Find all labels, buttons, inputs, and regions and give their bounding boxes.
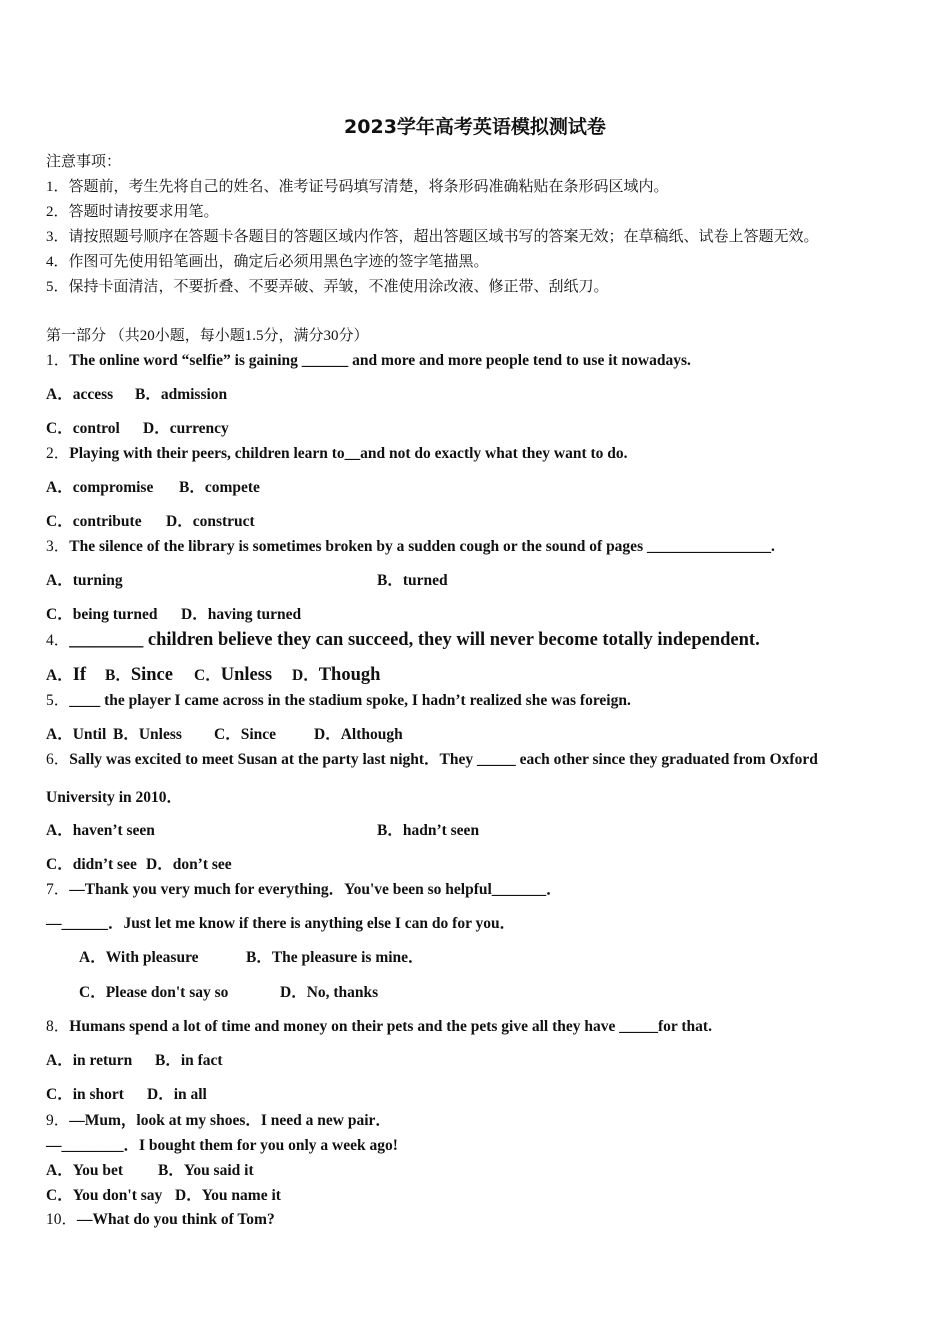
question-number: 6． bbox=[46, 751, 70, 768]
question-4 bbox=[46, 630, 760, 651]
option-c: C．Since bbox=[214, 726, 277, 743]
question-1 bbox=[46, 351, 691, 371]
question-number: 5． bbox=[46, 692, 70, 709]
notice-item: 3．请按照题号顺序在答题卡各题目的答题区域内作答，超出答题区域书写的答案无效；在草稿纸、试卷上答题无效。 bbox=[46, 229, 819, 245]
option-c bbox=[194, 665, 272, 686]
notice-item: 4．作图可先使用铅笔画出，确定后必须用黑色字迹的签字笔描黑。 bbox=[46, 254, 489, 270]
question-3 bbox=[46, 537, 775, 557]
notice-item: 2．答题时请按要求用笔。 bbox=[46, 204, 219, 220]
question-number: 8． bbox=[46, 1018, 70, 1035]
option-c: C．You don't say bbox=[46, 1187, 163, 1204]
option-a: A．With pleasure bbox=[79, 949, 199, 966]
option-c: C．in short bbox=[46, 1086, 124, 1103]
question-text: —What do you think of Tom? bbox=[77, 1211, 275, 1228]
question-9 bbox=[46, 1111, 391, 1131]
option-c: C．Please don't say so bbox=[79, 984, 229, 1001]
option-word: Unless bbox=[220, 665, 273, 685]
option-letter: C． bbox=[194, 667, 221, 684]
option-word: If bbox=[72, 665, 87, 685]
option-a: A．compromise bbox=[46, 479, 154, 496]
option-c: C．being turned bbox=[46, 606, 158, 623]
option-b: B．turned bbox=[377, 572, 448, 589]
option-d: D．You name it bbox=[175, 1187, 281, 1204]
question-text: The silence of the library is sometimes broken by a sudden cough or the sound of pages ________________. bbox=[69, 538, 775, 555]
option-b: B．You said it bbox=[158, 1162, 254, 1179]
notice-item: 5．保持卡面清洁，不要折叠、不要弄破、弄皱，不准使用涂改液、修正带、刮纸刀。 bbox=[46, 279, 609, 295]
question-6 bbox=[46, 750, 818, 770]
option-b: B．in fact bbox=[155, 1052, 223, 1069]
question-text: ____ the player I came across in the stadium spoke, I hadn’t realized she was foreign. bbox=[69, 692, 631, 709]
option-word: Though bbox=[318, 665, 381, 685]
question-text-continued: —________．I bought them for you only a week ago! bbox=[46, 1137, 398, 1154]
option-d: D．in all bbox=[147, 1086, 207, 1103]
option-d: D．having turned bbox=[181, 606, 302, 623]
question-text: Sally was excited to meet Susan at the party last night．They _____ each other since they graduated from Oxford bbox=[69, 751, 818, 768]
question-number: 2． bbox=[46, 445, 70, 462]
section-heading: 第一部分 （共20小题，每小题1.5分，满分30分） bbox=[46, 328, 369, 344]
option-d: D．Although bbox=[314, 726, 403, 743]
option-word: Since bbox=[130, 665, 173, 685]
option-c: C．control bbox=[46, 420, 120, 437]
option-d: D．don’t see bbox=[146, 856, 232, 873]
option-c: C．contribute bbox=[46, 513, 142, 530]
question-number: 9． bbox=[46, 1112, 70, 1129]
option-b: B．Unless bbox=[113, 726, 182, 743]
option-letter: D． bbox=[292, 667, 319, 684]
notice-heading: 注意事项： bbox=[46, 154, 122, 170]
question-text: Playing with their peers, children learn to__and not do exactly what they want to do. bbox=[69, 445, 628, 462]
option-d: D．No, thanks bbox=[280, 984, 379, 1001]
option-b: B．admission bbox=[135, 386, 228, 403]
option-letter: B． bbox=[105, 667, 131, 684]
option-a: A．Until bbox=[46, 726, 107, 743]
question-text: Humans spend a lot of time and money on their pets and the pets give all they have _____for that. bbox=[69, 1018, 712, 1035]
notice-item: 1．答题前，考生先将自己的姓名、准考证号码填写清楚，将条形码准确粘贴在条形码区域内。 bbox=[46, 179, 669, 195]
question-8 bbox=[46, 1017, 712, 1037]
option-d bbox=[292, 665, 380, 686]
question-text: ________ children believe they can succeed, they will never become totally independent. bbox=[69, 630, 760, 650]
question-2 bbox=[46, 444, 628, 464]
question-number: 1． bbox=[46, 352, 70, 369]
option-a bbox=[46, 665, 86, 686]
option-b: B．compete bbox=[179, 479, 260, 496]
question-5 bbox=[46, 691, 631, 711]
option-b: B．The pleasure is mine． bbox=[246, 949, 424, 966]
question-text: —Mum，look at my shoes．I need a new pair． bbox=[69, 1112, 391, 1129]
question-number: 10． bbox=[46, 1211, 78, 1228]
option-letter: A． bbox=[46, 667, 73, 684]
option-a: A．access bbox=[46, 386, 114, 403]
question-text-continued: —______．Just let me know if there is anything else I can do for you． bbox=[46, 915, 516, 932]
option-a: A．You bet bbox=[46, 1162, 124, 1179]
option-b bbox=[105, 665, 173, 686]
option-a: A．haven’t seen bbox=[46, 822, 155, 839]
option-c: C．didn’t see bbox=[46, 856, 137, 873]
question-number: 3． bbox=[46, 538, 70, 555]
option-d: D．currency bbox=[143, 420, 229, 437]
page-title: 2023学年高考英语模拟测试卷 bbox=[344, 116, 606, 138]
question-text-continued: University in 2010． bbox=[46, 789, 183, 806]
question-text: The online word “selfie” is gaining ______ and more and more people tend to use it nowadays. bbox=[69, 352, 691, 369]
question-text: —Thank you very much for everything．You've been so helpful_______． bbox=[69, 881, 562, 898]
question-number: 4． bbox=[46, 632, 70, 649]
option-a: A．turning bbox=[46, 572, 123, 589]
option-a: A．in return bbox=[46, 1052, 133, 1069]
question-10 bbox=[46, 1210, 275, 1230]
option-d: D．construct bbox=[166, 513, 255, 530]
option-b: B．hadn’t seen bbox=[377, 822, 480, 839]
question-7 bbox=[46, 880, 562, 900]
question-number: 7． bbox=[46, 881, 70, 898]
